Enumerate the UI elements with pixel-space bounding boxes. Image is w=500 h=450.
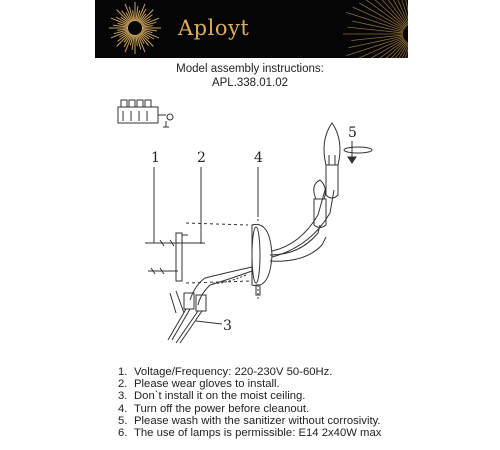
brand-banner <box>95 0 408 58</box>
callout-4: 4 <box>254 150 263 166</box>
wall-plate <box>252 224 272 300</box>
brand-name: Aployt <box>178 16 250 40</box>
mounting-bracket <box>145 223 252 283</box>
note-item: 3. Don`t install it on the moist ceiling. <box>118 390 306 403</box>
model-code: APL.338.01.02 <box>211 77 289 89</box>
note-item: 6. The use of lamps is permissible: E14 2x40W max <box>118 427 382 440</box>
callout-3: 3 <box>223 318 232 334</box>
callout-5: 5 <box>348 125 357 141</box>
safety-notes <box>118 366 381 439</box>
terminal-block-icon <box>118 100 173 127</box>
sunburst-logo-icon <box>95 0 408 58</box>
upper-candle-bulb <box>324 123 340 198</box>
note-item: 4. Turn off the power before cleanout. <box>118 402 310 415</box>
assembly-diagram <box>0 95 500 365</box>
wiring <box>168 267 252 343</box>
note-item: 5. Please wash with the sanitizer without corrosivity. <box>118 414 381 427</box>
callout-2: 2 <box>197 150 206 166</box>
lower-candle-bulb <box>314 180 326 228</box>
note-item: 1. Voltage/Frequency: 220-230V 50-60Hz. <box>118 366 333 378</box>
document-title: Model assembly instructions: <box>176 63 324 75</box>
callout-1: 1 <box>151 150 160 166</box>
note-item: 2. Please wear gloves to install. <box>118 378 280 391</box>
